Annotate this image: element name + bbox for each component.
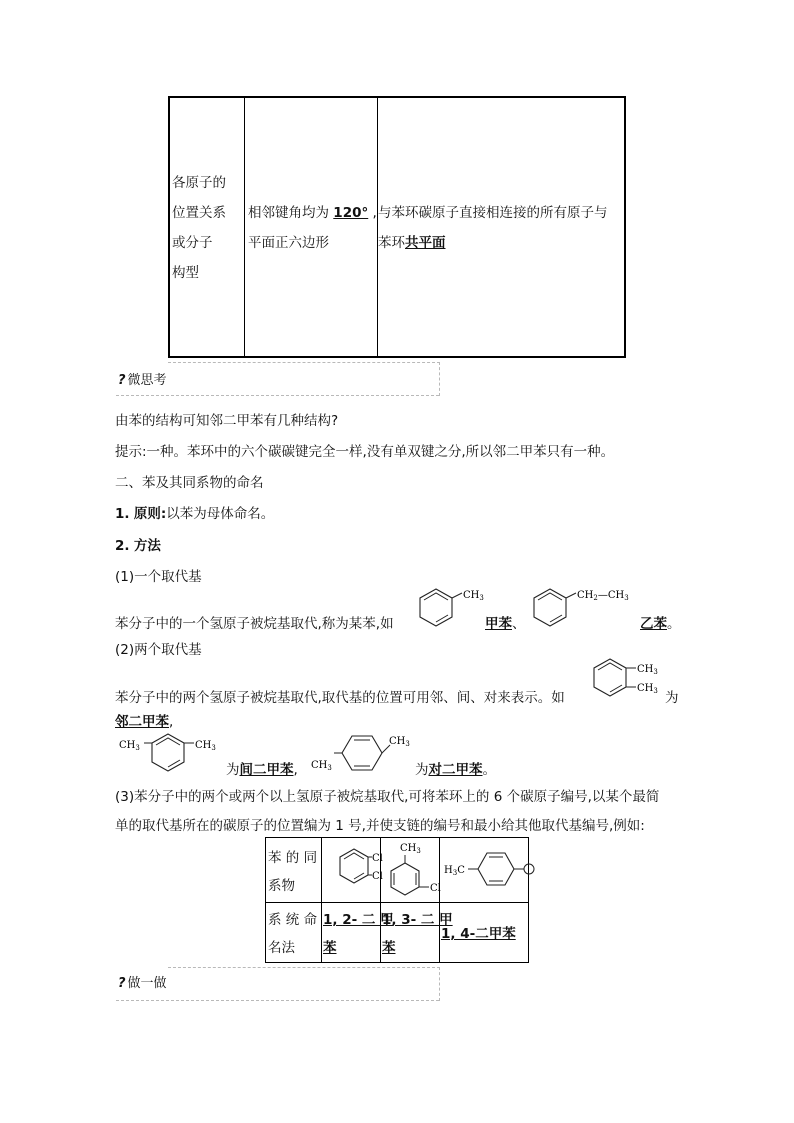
cl-label: Cl bbox=[430, 883, 441, 894]
table-cell-header bbox=[170, 98, 245, 356]
ortho-xylene-structure bbox=[590, 656, 665, 702]
ch3-label: $CH_3$ bbox=[119, 740, 140, 752]
ch3-label: $CH_3$ bbox=[637, 664, 658, 676]
wei-text: 为 bbox=[665, 690, 679, 706]
para-substituted-structure bbox=[440, 839, 528, 901]
ch3-label: $CH_3$ bbox=[311, 760, 332, 772]
cell-text: 苯环共平面 bbox=[378, 235, 446, 251]
two-substituents-text: 苯分子中的两个氢原子被烷基取代,取代基的位置可用邻、间、对来表示。如 bbox=[115, 690, 565, 706]
meta-xylene-structure bbox=[118, 728, 223, 774]
benzene-structure-table bbox=[168, 96, 626, 358]
sub-heading-two-substituents: (2)两个取代基 bbox=[115, 642, 202, 658]
h3c-label: $H_3C$ bbox=[444, 865, 465, 877]
cell-text: 与苯环碳原子直接相连接的所有原子与 bbox=[378, 205, 608, 221]
question-text: 由苯的结构可知邻二甲苯有几种结构? bbox=[115, 413, 339, 429]
cl-label: Cl bbox=[372, 853, 383, 864]
ch3-label: $CH_3$ bbox=[463, 590, 484, 602]
ortho-dichlorobenzene-structure bbox=[322, 839, 383, 901]
sub-heading-one-substituent: (1)一个取代基 bbox=[115, 569, 202, 585]
table-cell-coplanar bbox=[378, 98, 624, 356]
naming-table bbox=[265, 837, 529, 963]
section-heading: 二、苯及其同系物的命名 bbox=[115, 475, 264, 491]
para-xylene-structure bbox=[310, 728, 420, 774]
cell-text: 或分子 bbox=[172, 235, 213, 251]
question-mark-icon: ? bbox=[118, 373, 126, 388]
practice-box bbox=[168, 967, 440, 1001]
ch3-label: $CH_3$ bbox=[389, 736, 410, 748]
cell-text: 各原子的 bbox=[172, 175, 226, 191]
row-header-systematic-name: 系 统 命 名法 bbox=[268, 912, 318, 956]
table-cell-bond-angle bbox=[245, 98, 378, 356]
ethylbenzene-structure bbox=[530, 586, 640, 632]
principle-item: 1. 原则:以苯为母体命名。 bbox=[115, 506, 275, 522]
think-box bbox=[168, 362, 440, 396]
method-item: 2. 方法 bbox=[115, 538, 161, 554]
think-label: ? 微思考 bbox=[118, 373, 167, 388]
rule-text-line2: 单的取代基所在的碳原子的位置编为 1 号,并使支链的编号和最小给其他取代基编号,例如: bbox=[115, 818, 645, 834]
one-substituent-text: 苯分子中的一个氢原子被烷基取代,称为某苯,如 bbox=[115, 616, 394, 632]
practice-label: ? 做一做 bbox=[118, 976, 167, 991]
rule-text-line1: (3)苯分子中的两个或两个以上氢原子被烷基取代,可将苯环上的 6 个碳原子编号,以某个最简 bbox=[115, 789, 660, 805]
cell-text: 相邻键角均为 120° , bbox=[248, 205, 377, 221]
ch2-ch3-label: $CH_2—CH_3$ bbox=[577, 590, 629, 602]
toluene-structure bbox=[410, 586, 485, 632]
systematic-name-cell: 1, 4-二甲苯 bbox=[441, 926, 516, 942]
answer-ethylbenzene: 乙苯。 bbox=[640, 616, 681, 632]
systematic-name-cell: 1, 3- 二 甲 苯 bbox=[382, 912, 453, 956]
cell-text: 构型 bbox=[172, 265, 199, 281]
answer-para-xylene: 为对二甲苯。 bbox=[415, 762, 496, 778]
row-header-homologue: 苯 的 同 系物 bbox=[268, 850, 318, 894]
systematic-name-cell: 1, 2- 二 甲 苯 bbox=[323, 912, 394, 956]
answer-angle: 120° bbox=[333, 205, 369, 221]
answer-meta-xylene: 为间二甲苯, bbox=[226, 762, 298, 778]
cl-label: Cl bbox=[372, 871, 383, 882]
ch3-label: $CH_3$ bbox=[637, 683, 658, 695]
meta-chlorotoluene-structure bbox=[381, 839, 441, 901]
question-mark-icon: ? bbox=[118, 976, 126, 991]
answer-toluene: 甲苯、 bbox=[485, 616, 526, 632]
answer-ortho-xylene: 邻二甲苯, bbox=[115, 714, 174, 730]
ch3-label: $CH_3$ bbox=[400, 843, 421, 855]
cell-text: 位置关系 bbox=[172, 205, 226, 221]
hint-text: 提示:一种。苯环中的六个碳碳键完全一样,没有单双键之分,所以邻二甲苯只有一种。 bbox=[115, 444, 615, 460]
ch3-label: $CH_3$ bbox=[195, 740, 216, 752]
answer-coplanar: 共平面 bbox=[405, 235, 446, 251]
cell-text: 平面正六边形 bbox=[248, 235, 329, 251]
